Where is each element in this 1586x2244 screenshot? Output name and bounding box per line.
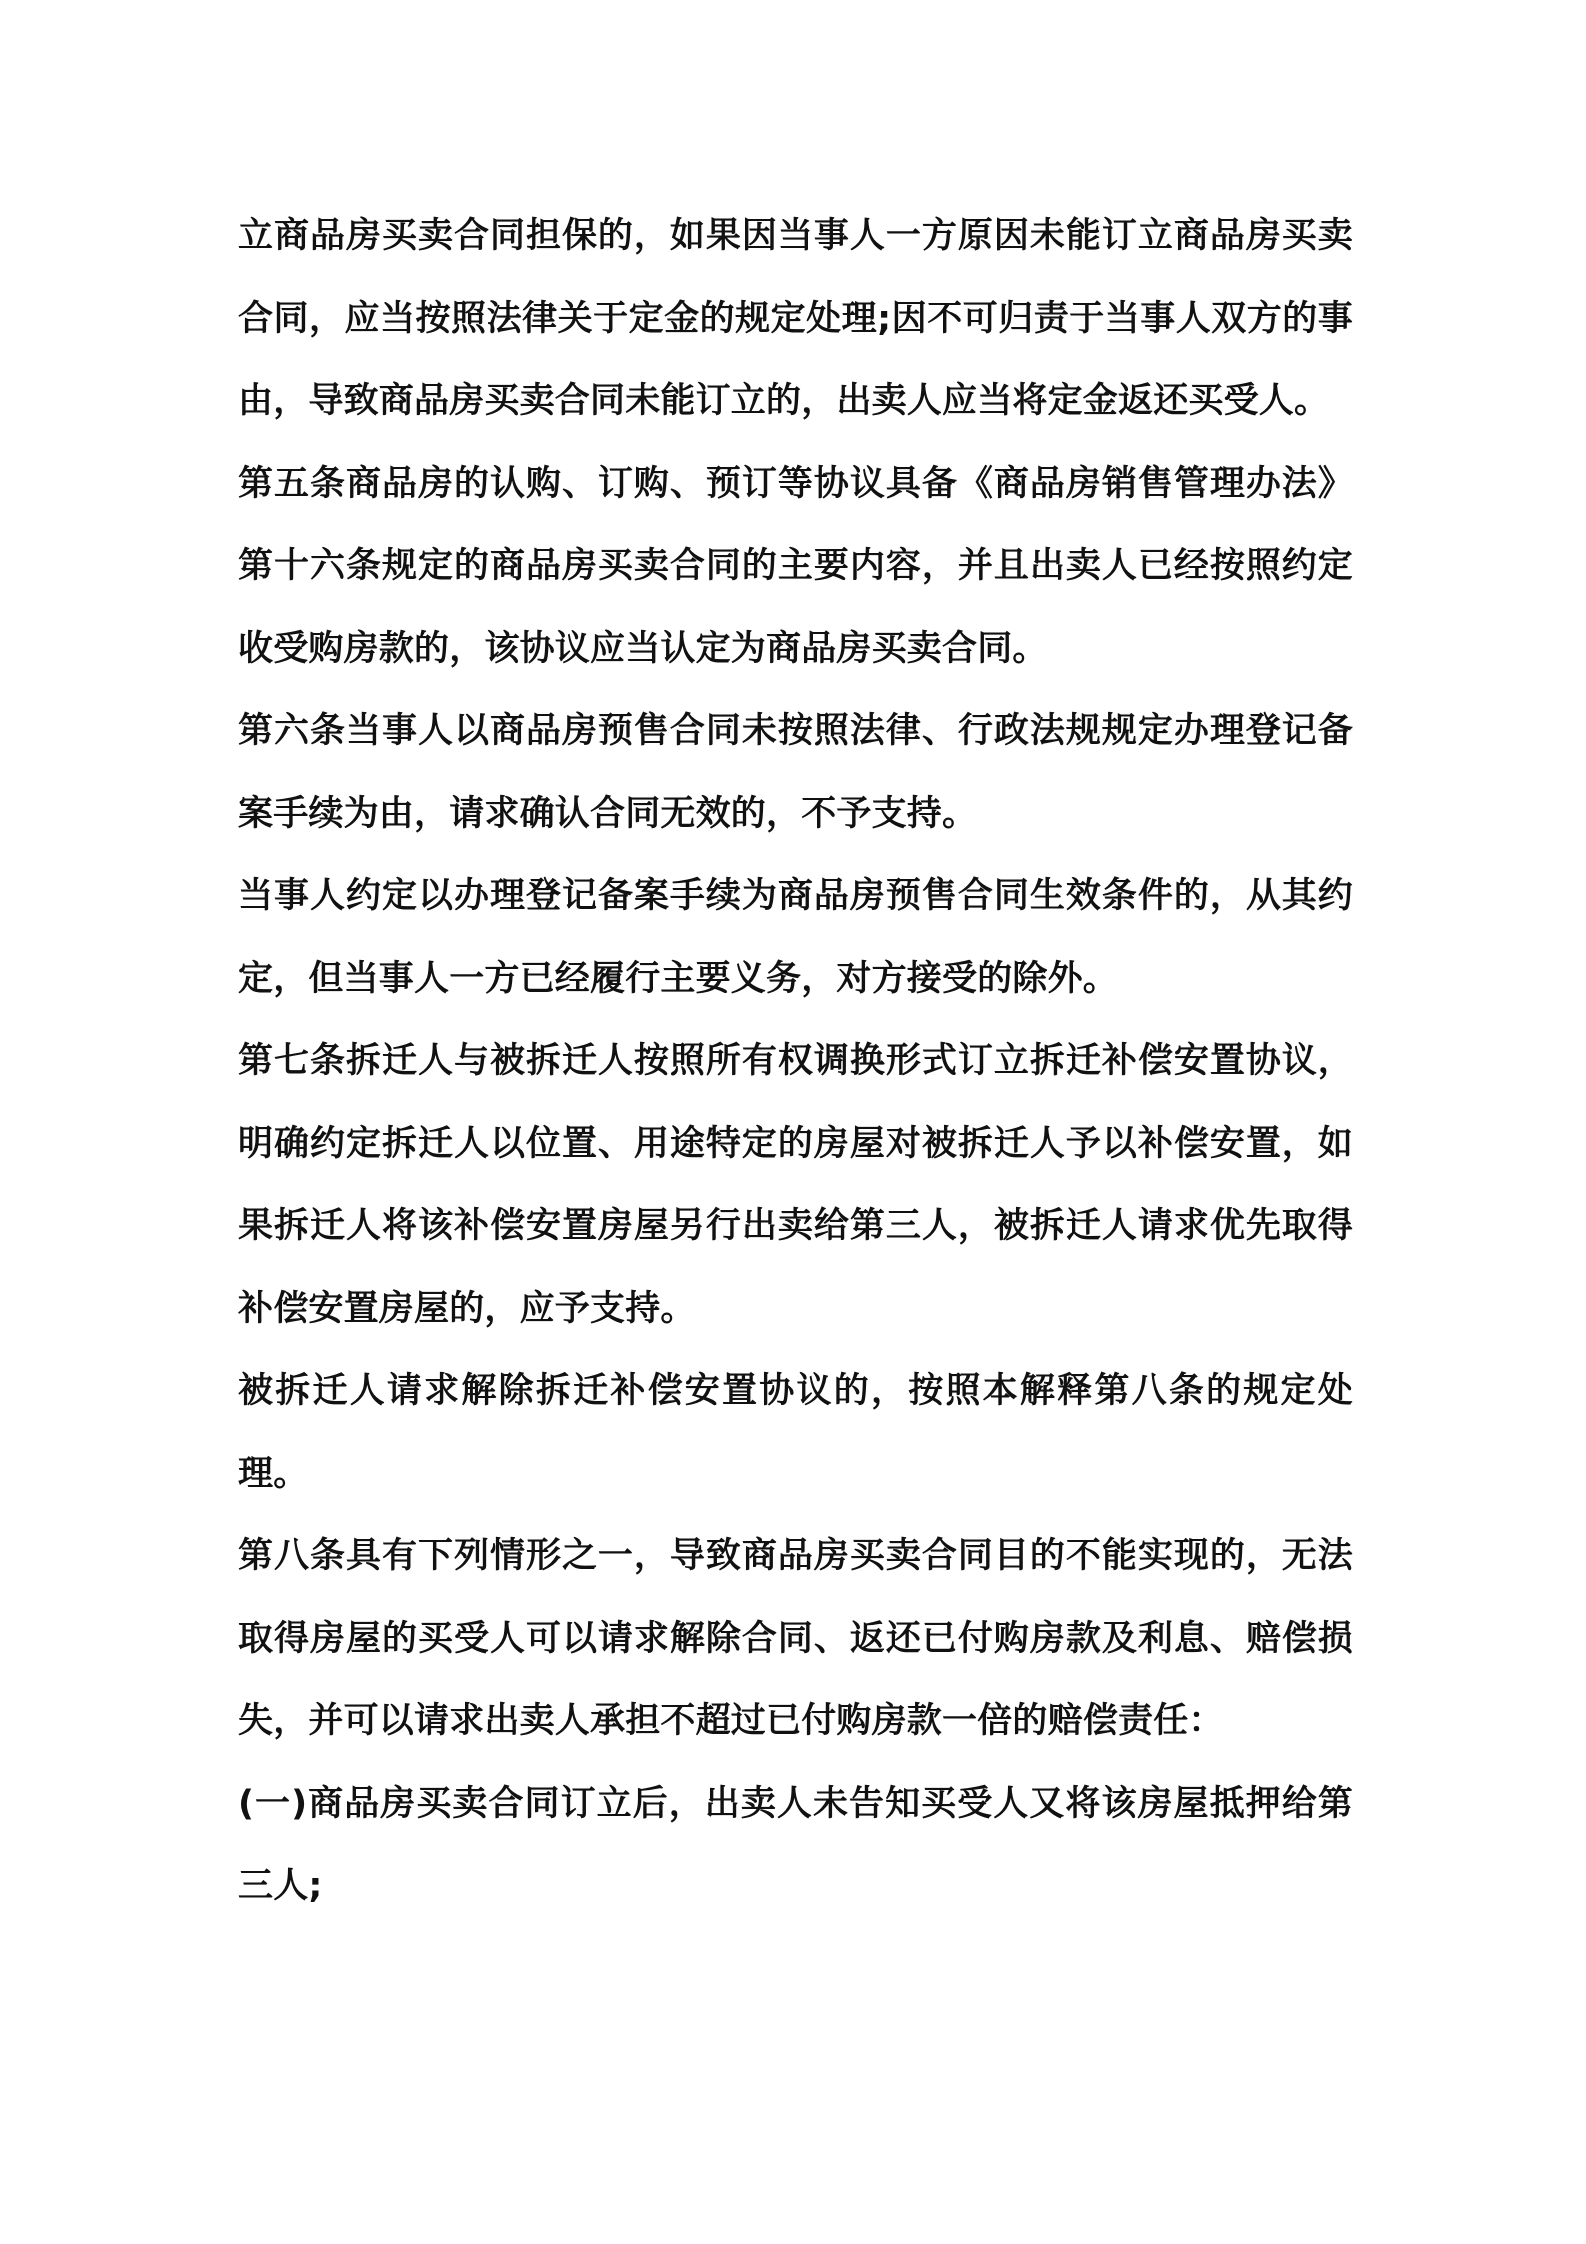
- paragraph-6: 被拆迁人请求解除拆迁补偿安置协议的，按照本解释第八条的规定处理。: [238, 1371, 1353, 1494]
- paragraph-1: 立商品房买卖合同担保的，如果因当事人一方原因未能订立商品房买卖合同，应当按照法律关于定金的规定处理;因不可归责于当事人双方的事由，导致商品房买卖合同未能订立的，出卖人应当将定金返还买受人。: [238, 216, 1353, 421]
- paragraph-8: (一)商品房买卖合同订立后，出卖人未告知买受人又将该房屋抵押给第三人;: [238, 1783, 1353, 1906]
- paragraph-5: 第七条拆迁人与被拆迁人按照所有权调换形式订立拆迁补偿安置协议，明确约定拆迁人以位置、用途特定的房屋对被拆迁人予以补偿安置，如果拆迁人将该补偿安置房屋另行出卖给第三人，被拆迁人请求优先取得补偿安置房屋的，应予支持。: [238, 1041, 1353, 1329]
- document-body: [238, 195, 1353, 1928]
- paragraph-2: 第五条商品房的认购、订购、预订等协议具备《商品房销售管理办法》第十六条规定的商品房买卖合同的主要内容，并且出卖人已经按照约定收受购房款的，该协议应当认定为商品房买卖合同。: [238, 463, 1353, 669]
- paragraph-4: 当事人约定以办理登记备案手续为商品房预售合同生效条件的，从其约定，但当事人一方已经履行主要义务，对方接受的除外。: [238, 876, 1353, 999]
- paragraph-3: 第六条当事人以商品房预售合同未按照法律、行政法规规定办理登记备案手续为由，请求确认合同无效的，不予支持。: [238, 711, 1353, 834]
- paragraph-7: 第八条具有下列情形之一，导致商品房买卖合同目的不能实现的，无法取得房屋的买受人可以请求解除合同、返还已付购房款及利息、赔偿损失，并可以请求出卖人承担不超过已付购房款一倍的赔偿责任：: [238, 1536, 1353, 1741]
